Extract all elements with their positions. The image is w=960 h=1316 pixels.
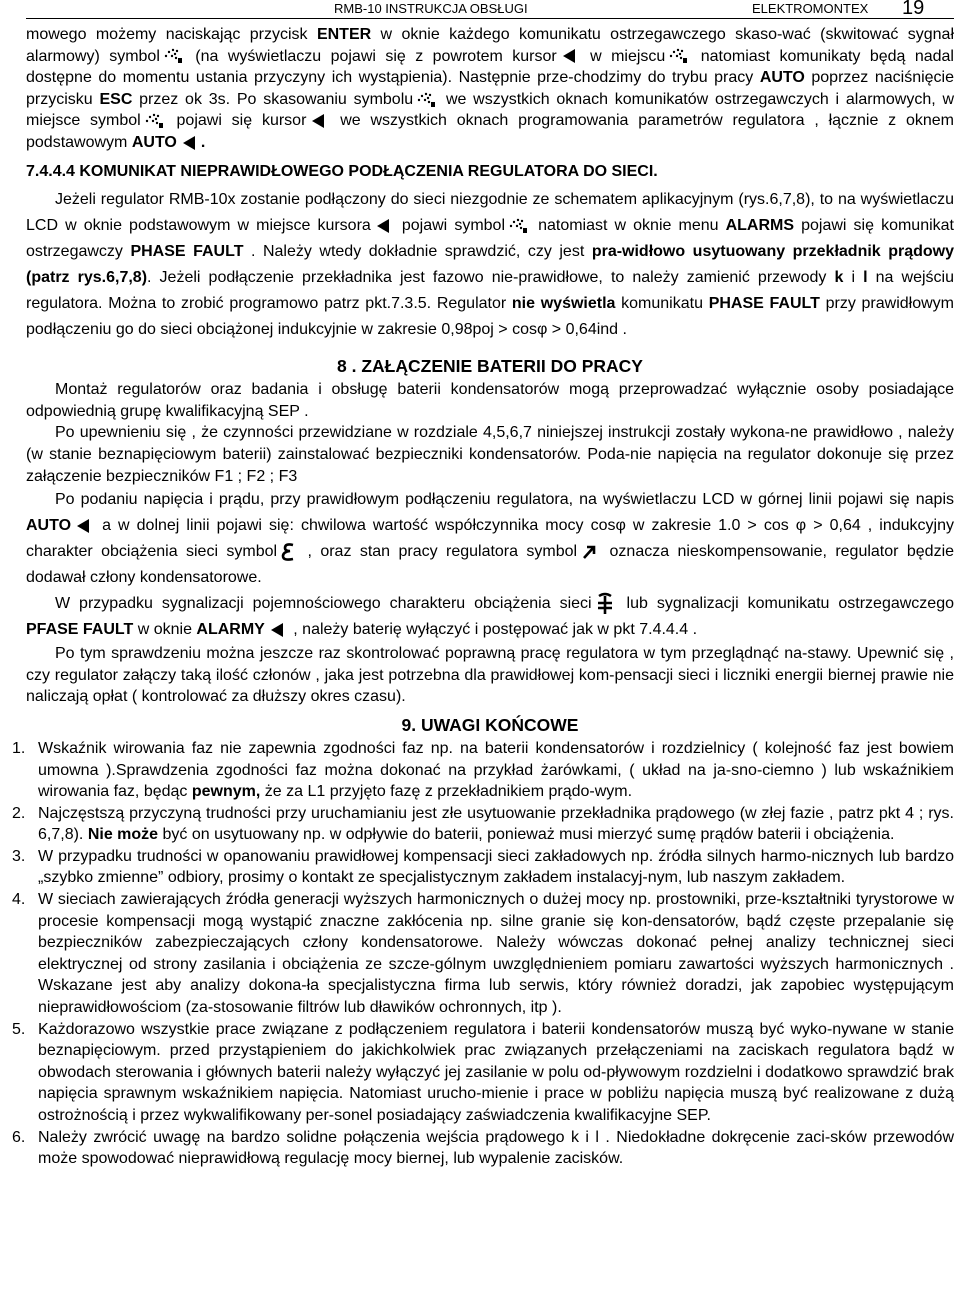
- section-8-title: 8 . ZAŁĄCZENIE BATERII DO PRACY: [337, 356, 643, 377]
- alarm-symbol-icon: [509, 218, 527, 234]
- list-item: 4. W sieciach zawierających źródła generacji wyższych harmonicznych o dużej mocy np. prostowniki, prze-kształtniki tyrystorowe w procesie kompensacji mogą wystąpić znaczne zakłócenia np. silne granie się kon-densatorów, bądź częste przepalanie się bezpieczników zabezpieczających człony kondensatorowe. Należy wówczas dokonać pełnej analizy technicznej sieci elektrycznej od strony zasilania i obciążenia ze szcze-gólnym uwzględnieniem pomiaru zawartości wyższych harmonicznych . Wskazane jest aby analizy dokona-ła specjalistyczna firma lub serwis, który również doradzi, jak zapobiec występującym nieprawidłowościom (za-stosowanie filtrów lub dławików ochronnych, itp ).: [12, 891, 954, 1017]
- header-company: ELEKTROMONTEX: [752, 1, 869, 16]
- list-item: 1. Wskaźnik wirowania faz nie zapewnia zgodności faz np. na baterii kondensatorów i rozdzielnicy ( kolejność faz jest bowiem umowna ).Sprawdzenia zgodności faz można dokonać na przykład żarówkami, ( układ na ja-sno-ciemno ) lub wskaźnikiem wirowania faz, będąc pewnym, że za L1 przyjęto fazę z przekładnikiem prądo-wym.: [12, 739, 954, 801]
- paragraph-8a: Montaż regulatorów oraz badania i obsługę baterii kondensatorów mogą przeprowadzać wyłącznie osoby posiadające odpowiednią grupę kwalifikacyjną SEP .: [26, 381, 954, 420]
- paragraph-alarm-reset: mowego możemy naciskając przycisk ENTER w oknie każdego komunikatu ostrzegawczego skaso-wać (skwitować sygnał alarmowy) symbol (na wyświetlaczu pojawi się z powrotem kursor w miejscu natomiast komunikaty będą nadal dostępne do momentu ustania przyczyny ich wystąpienia). Następnie prze-chodzimy do trybu pracy AUTO poprzez naciśnięcie przycisku ESC przez ok 3s. Po skasowaniu symbolu we wszystkich oknach komunikatów ostrzegawczych i alarmowych, w miejsce symbol pojawi się kursor we wszystkich oknach programowania parametrów regulatora , łącznie z oknem podstawowym AUTO .: [26, 26, 955, 151]
- capacitive-symbol-icon: [596, 592, 614, 616]
- list-item: 3. W przypadku trudności w opanowaniu prawidłowej kompensacji sieci zakładowych np. źródła silnych harmo-nicznych lub bardzo „szybko zmienne” odbiory, prosimy o kontakt ze specjalistycznym zakładem instalacyj-nym, lub naszym zakładem.: [12, 847, 954, 887]
- cursor-triangle-icon: [310, 113, 326, 129]
- arrow-up-right-icon: [581, 544, 597, 560]
- alarm-symbol-icon: [669, 48, 687, 64]
- alarm-symbol-icon: [164, 48, 182, 64]
- header-rule: [26, 18, 954, 19]
- section-9-title: 9. UWAGI KOŃCOWE: [401, 714, 579, 735]
- paragraph-8b: Po upewnieniu się , że czynności przewidziane w rozdziale 4,5,6,7 niniejszej instrukcji zostały wykona-ne prawidłowo , należy (w stanie beznapięciowym baterii) zainstalować bezpieczniki kondensatorów. Poda-nie napięcia na regulator dokonuje się przez załączenie bezpieczników F1 ; F2 ; F3: [26, 424, 954, 485]
- list-item: 2. Najczęstszą przyczyną trudności przy uruchamianiu jest złe usytuowanie przekładnika prądowego (w złej fazie , patrz pkt 4 ; rys. 6,7,8). Nie może być on usytuowany np. w odpływie do baterii, ponieważ musi mierzyć sumę prądów baterii i obciążenia.: [12, 804, 954, 844]
- list-item: 6. Należy zwrócić uwagę na bardzo solidne połączenia wejścia prądowego k i l . Niedokładne dokręcenie zaci-sków przewodów może spowodować nieprawidłową regulację mocy biernej, lub wypalenie zacisków.: [12, 1128, 954, 1168]
- section-7-4-4-4-title: 7.4.4.4 KOMUNIKAT NIEPRAWIDŁOWEGO PODŁĄCZENIA REGULATORA DO SIECI.: [26, 162, 658, 180]
- cursor-triangle-icon: [181, 135, 197, 151]
- page-header: [26, 0, 954, 20]
- paragraph-8d: W przypadku sygnalizacji pojemnościowego charakteru obciążenia sieci lub sygnalizacji komunikatu ostrzegawczego PFASE FAULT w oknie ALARMY , należy baterię wyłączyć i postępować jak w pkt 7.4.4.4 .: [26, 591, 954, 643]
- paragraph-8e: Po tym sprawdzeniu można jeszcze raz skontrolować poprawną pracę regulatora w tym przeglądnąć na-stawy. Upewnić się , czy regulator załączy taką ilość członów , jaka jest potrzebna dla prawidłowej kom-pensacji sieci i liczniki energii biernej prawie nie naliczają opłat ( kontrolować za dłuższy okres czasu).: [26, 645, 954, 706]
- paragraph-8c: Po podaniu napięcia i prądu, przy prawidłowym podłączeniu regulatora, na wyświetlaczu LCD w górnej linii pojawi się napis AUTO a w dolnej linii pojawi się: chwilowa wartość współczynnika mocy cosφ w zakresie 1.0 > cos φ > 0,64 , indukcyjny charakter obciążenia sieci symbol , oraz stan pracy regulatora symbol oznacza nieskompensowanie, regulator będzie dodawał człony kondensatorowe.: [26, 491, 955, 587]
- paragraph-phase-fault: Jeżeli regulator RMB-10x zostanie podłączony do sieci niezgodnie ze schematem aplikacyjnym (rys.6,7,8), to na wyświetlaczu LCD w oknie podstawowym w miejsce kursora pojawi symbol natomiast w oknie menu ALARMS pojawi się komunikat ostrzegawczy PHASE FAULT . Należy wtedy dokładnie sprawdzić, czy jest pra-widłowo usytuowany przekładnik prądowy (patrz rys.6,7,8). Jeżeli podłączenie przekładnika jest fazowo nie-prawidłowe, to należy zamienić przewody k i l na wejściu regulatora. Można to zrobić programowo patrz pkt.7.3.5. Regulator nie wyświetla komunikatu PHASE FAULT przy prawidłowym podłączeniu go do sieci obciążonej indukcyjnie w zakresie 0,98poj > cosφ > 0,64ind .: [26, 191, 955, 339]
- alarm-symbol-icon: [145, 113, 163, 129]
- cursor-triangle-icon: [375, 218, 391, 234]
- cursor-triangle-icon: [561, 48, 577, 64]
- alarm-symbol-icon: [417, 92, 435, 108]
- final-notes-list: [12, 738, 954, 1170]
- cursor-triangle-icon: [75, 518, 91, 534]
- cursor-triangle-icon: [269, 622, 285, 638]
- page-number: 19: [902, 0, 925, 19]
- header-title: RMB-10 INSTRUKCJA OBSŁUGI: [334, 1, 528, 16]
- list-item: 5. Każdorazowo wszystkie prace związane z podłączeniem regulatora i baterii kondensatorów muszą być wyko-nywane w stanie beznapięciowym. przed przystąpieniem do jakichkolwiek prac związanych przełączeniami na zaciskach regulatora bądź w obwodach sterowania i głównych baterii należy wyłączyć jej zasilanie w polu od-pływowym rozdzielni i dodatkowo sprawdzić brak napięcia sprawnym wskaźnikiem napięcia. Natomiast urucho-mienie i prace w pobliżu napięcia muszą być realizowane z dużą ostrożnością i przez wykwalifikowany per-sonel posiadający zaświadczenia kwalifikacyjne SEP.: [12, 1020, 954, 1124]
- inductive-epsilon-icon: [281, 542, 295, 562]
